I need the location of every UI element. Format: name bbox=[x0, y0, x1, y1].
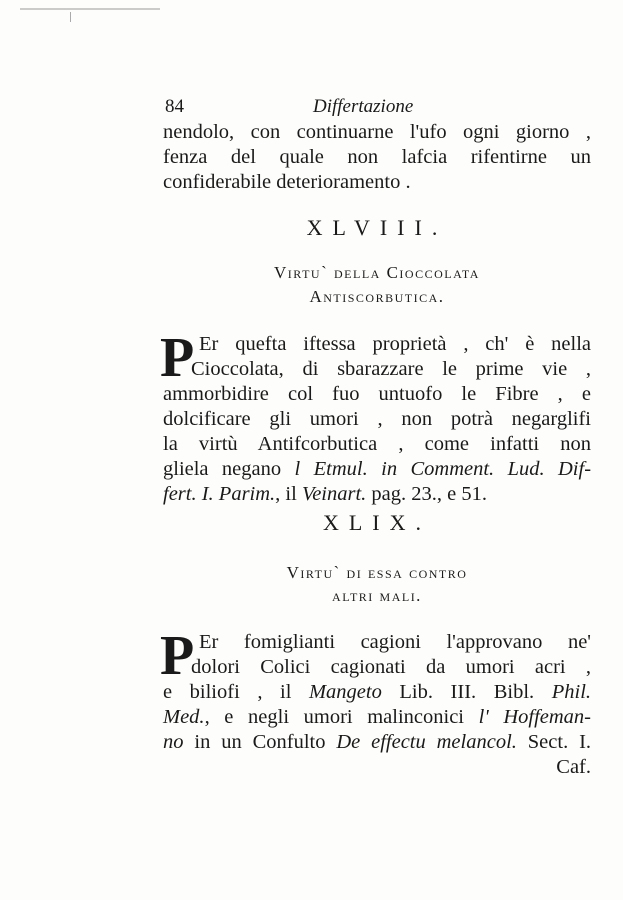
drop-cap: P bbox=[160, 327, 195, 389]
citation: no bbox=[163, 731, 184, 753]
section-heading: Virtu` della Cioccolata bbox=[274, 263, 480, 282]
citation: Veinart. bbox=[301, 483, 367, 505]
paragraph bbox=[163, 332, 591, 507]
text-line: Cioccolata, di sbarazzare le prime vie , bbox=[191, 358, 591, 380]
text-line bbox=[163, 457, 591, 482]
paragraph bbox=[163, 630, 591, 780]
running-head bbox=[163, 96, 591, 120]
citation: l Etmul. in Comment. Lud. Dif- bbox=[294, 458, 592, 480]
section-heading: altri mali. bbox=[332, 586, 422, 605]
section-heading: Virtu` di essa contro bbox=[286, 563, 468, 582]
text-line: fenza del quale non lafcia rifentirne un bbox=[163, 146, 591, 168]
continuation-paragraph bbox=[163, 120, 591, 195]
citation: Mangeto bbox=[308, 681, 382, 703]
text-line: dolcificare gli umori , non potrà negarglifi bbox=[163, 408, 591, 430]
text-line: la virtù Antifcorbutica , come infatti non bbox=[163, 433, 591, 455]
text: in un Confulto bbox=[194, 731, 326, 753]
text: , e negli umori malinconici bbox=[204, 706, 464, 728]
drop-cap: P bbox=[160, 625, 195, 687]
text: , il bbox=[275, 483, 297, 505]
text-line bbox=[163, 705, 591, 730]
section-number: XLVIII. bbox=[306, 215, 448, 240]
citation: Med. bbox=[163, 706, 205, 728]
scan-mark bbox=[20, 8, 160, 10]
text-line: Er fomiglianti cagioni l'approvano ne' bbox=[199, 631, 591, 653]
page-number: 84 bbox=[165, 96, 184, 117]
running-title: Differtazione bbox=[313, 96, 414, 117]
text-line: nendolo, con continuarne l'ufo ogni giorno , bbox=[163, 121, 591, 143]
text: Lib. III. Bibl. bbox=[399, 681, 535, 703]
text: e biliofi , il bbox=[163, 681, 292, 703]
text-line bbox=[163, 482, 591, 507]
text-line: ammorbidire col fuo untuofo le Fibre , e bbox=[163, 383, 591, 405]
scan-mark bbox=[70, 12, 71, 22]
citation: l' Hoffeman- bbox=[478, 706, 591, 728]
text: gliela negano bbox=[163, 458, 282, 480]
section-heading: Antiscorbutica. bbox=[309, 287, 445, 306]
text-line: confiderabile deterioramento . bbox=[163, 171, 411, 193]
catchword: Caf. bbox=[556, 756, 591, 778]
text: pag. 23., e 51. bbox=[371, 483, 487, 505]
text-line: dolori Colici cagionati da umori acri , bbox=[191, 656, 591, 678]
text-line bbox=[163, 680, 591, 705]
citation: De effectu melancol. bbox=[336, 731, 517, 753]
text-line: Er quefta iftessa proprietà , ch' è nella bbox=[199, 333, 591, 355]
section-number: XLIX. bbox=[322, 510, 432, 535]
text-line bbox=[163, 730, 591, 755]
citation: fert. I. Parim. bbox=[163, 483, 276, 505]
text: Sect. I. bbox=[527, 731, 592, 753]
citation: Phil. bbox=[551, 681, 592, 703]
